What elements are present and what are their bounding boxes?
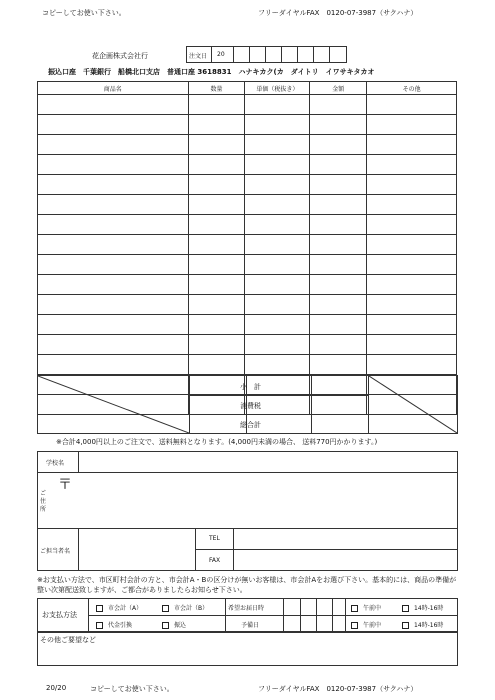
grand-total-label: 総合計 (240, 421, 261, 429)
qty-cell[interactable] (188, 315, 245, 335)
tax-label: 消費税 (240, 402, 261, 410)
fax-field[interactable] (235, 551, 455, 569)
scheduled-date-label: 予備日 (241, 622, 260, 629)
checkbox-icon[interactable] (96, 622, 103, 629)
customer-info (37, 451, 458, 571)
qty-cell[interactable] (188, 195, 245, 215)
unit-price-cell[interactable] (245, 195, 310, 215)
col-product: 商品名 (38, 82, 189, 95)
qty-cell[interactable] (188, 175, 245, 195)
qty-cell[interactable] (188, 135, 245, 155)
order-date-label: 注文日 (189, 53, 208, 60)
col-other: その他 (367, 82, 457, 95)
address-label: ご住所 (40, 490, 47, 513)
product-cell[interactable] (38, 115, 189, 135)
desired-am[interactable]: 午前中 (351, 603, 381, 612)
unit-price-cell[interactable] (245, 135, 310, 155)
unit-price-cell[interactable] (245, 155, 310, 175)
table-row (38, 95, 457, 115)
table-row (38, 175, 457, 195)
product-cell[interactable] (38, 355, 189, 375)
contact-label: ご担当者名 (40, 548, 71, 555)
product-cell[interactable] (38, 255, 189, 275)
qty-cell[interactable] (188, 95, 245, 115)
product-cell[interactable] (38, 295, 189, 315)
other-cell[interactable] (367, 335, 457, 355)
other-cell[interactable] (367, 235, 457, 255)
other-cell[interactable] (367, 255, 457, 275)
unit-price-cell[interactable] (245, 355, 310, 375)
qty-cell[interactable] (188, 355, 245, 375)
scheduled-pm[interactable]: 14時-16時 (402, 620, 443, 629)
amount-cell[interactable] (310, 275, 367, 295)
diagonal-strike-left (38, 376, 189, 433)
fax-number: フリーダイヤルFAX 0120-07-3987（サクハナ） (258, 9, 418, 17)
checkbox-icon[interactable] (351, 622, 358, 629)
tel-field[interactable] (235, 530, 455, 548)
amount-cell[interactable] (310, 295, 367, 315)
product-cell[interactable] (38, 175, 189, 195)
table-row (38, 275, 457, 295)
product-cell[interactable] (38, 135, 189, 155)
amount-cell[interactable] (310, 195, 367, 215)
school-label: 学校名 (46, 460, 65, 467)
bank-account: 振込口座 千葉銀行 船橋北口支店 普通口座 3618831 ハナキカク(カ ダイトリ イワサキタカオ (48, 68, 375, 76)
table-row (38, 215, 457, 235)
other-cell[interactable] (367, 135, 457, 155)
qty-cell[interactable] (188, 335, 245, 355)
qty-cell[interactable] (188, 255, 245, 275)
table-row (38, 235, 457, 255)
unit-price-cell[interactable] (245, 275, 310, 295)
amount-cell[interactable] (310, 135, 367, 155)
totals-section (37, 375, 458, 434)
amount-cell[interactable] (310, 255, 367, 275)
amount-cell[interactable] (310, 335, 367, 355)
other-cell[interactable] (367, 295, 457, 315)
other-cell[interactable] (367, 315, 457, 335)
table-row (38, 335, 457, 355)
desired-date-label: 希望お届日時 (228, 605, 265, 612)
amount-cell[interactable] (310, 95, 367, 115)
amount-cell[interactable] (310, 115, 367, 135)
other-cell[interactable] (367, 275, 457, 295)
other-cell[interactable] (367, 195, 457, 215)
address-field[interactable] (73, 476, 453, 524)
table-header (38, 82, 457, 95)
unit-price-cell[interactable] (245, 215, 310, 235)
fax-label: FAX (209, 557, 221, 564)
table-row (38, 355, 457, 375)
table-row (38, 295, 457, 315)
amount-cell[interactable] (310, 235, 367, 255)
items-table (37, 81, 457, 415)
other-cell[interactable] (367, 215, 457, 235)
option-cod[interactable]: 代金引換 (96, 620, 132, 629)
product-cell[interactable] (38, 155, 189, 175)
payment-section (37, 598, 458, 632)
product-cell[interactable] (38, 315, 189, 335)
col-qty: 数量 (188, 82, 245, 95)
scheduled-am[interactable]: 午前中 (351, 620, 381, 629)
school-field[interactable] (79, 453, 456, 471)
unit-price-cell[interactable] (245, 175, 310, 195)
unit-price-cell[interactable] (245, 115, 310, 135)
desired-pm[interactable]: 14時-16時 (402, 603, 443, 612)
footer-fax-number: フリーダイヤルFAX 0120-07-3987（サクハナ） (258, 685, 418, 693)
amount-cell[interactable] (310, 355, 367, 375)
amount-cell[interactable] (310, 315, 367, 335)
other-requests-label: その他ご要望など (40, 636, 96, 644)
amount-cell[interactable] (310, 175, 367, 195)
option-city-b[interactable]: 市会計（B） (162, 603, 208, 612)
option-transfer[interactable]: 振込 (162, 620, 186, 629)
product-cell[interactable] (38, 275, 189, 295)
other-cell[interactable] (367, 175, 457, 195)
product-cell[interactable] (38, 95, 189, 115)
tel-label: TEL (209, 535, 220, 542)
payment-method-label: お支払方法 (42, 611, 77, 619)
qty-cell[interactable] (188, 155, 245, 175)
payment-note: ※お支払い方法で、市区町村会計の方と、市会計A・Bの区分けが無いお客様は、市会計Aをお選び下さい。基本的には、商品の準備が整い次第配送致しますが、ご都合がありましたらお知らせ下さい。 (37, 576, 457, 594)
qty-cell[interactable] (188, 295, 245, 315)
option-city-a[interactable]: 市会計（A） (96, 603, 142, 612)
company-name: 花企画株式会社行 (92, 52, 148, 60)
table-row (38, 195, 457, 215)
col-amount: 金額 (310, 82, 367, 95)
copy-note: コピーしてお使い下さい。 (42, 9, 126, 17)
product-cell[interactable] (38, 335, 189, 355)
shipping-note: ※合計4,000円以上のご注文で、送料無料となります。(4,000円未満の場合、 送料770円かかります。) (56, 438, 378, 446)
product-cell[interactable] (38, 215, 189, 235)
amount-cell[interactable] (310, 215, 367, 235)
checkbox-icon[interactable] (162, 605, 169, 612)
product-cell[interactable] (38, 195, 189, 215)
other-cell[interactable] (367, 95, 457, 115)
footer-copy-note: コピーしてお使い下さい。 (90, 685, 174, 693)
unit-price-cell[interactable] (245, 295, 310, 315)
table-row (38, 135, 457, 155)
other-cell[interactable] (367, 155, 457, 175)
qty-cell[interactable] (188, 275, 245, 295)
order-date-box[interactable] (186, 46, 347, 63)
page-number: 20/20 (46, 684, 67, 692)
checkbox-icon[interactable] (402, 605, 409, 612)
qty-cell[interactable] (188, 235, 245, 255)
qty-cell[interactable] (188, 115, 245, 135)
col-unit-price: 単価（税抜き） (245, 82, 310, 95)
table-row (38, 255, 457, 275)
checkbox-icon[interactable] (351, 605, 358, 612)
diagonal-strike-right (369, 376, 457, 433)
unit-price-cell[interactable] (245, 255, 310, 275)
unit-price-cell[interactable] (245, 315, 310, 335)
other-cell[interactable] (367, 115, 457, 135)
order-year-prefix: 20 (217, 51, 225, 58)
table-row (38, 155, 457, 175)
unit-price-cell[interactable] (245, 235, 310, 255)
checkbox-icon[interactable] (162, 622, 169, 629)
amount-cell[interactable] (310, 155, 367, 175)
other-cell[interactable] (367, 355, 457, 375)
unit-price-cell[interactable] (245, 335, 310, 355)
checkbox-icon[interactable] (96, 605, 103, 612)
table-row (38, 315, 457, 335)
contact-field[interactable] (79, 530, 194, 568)
qty-cell[interactable] (188, 215, 245, 235)
postal-mark: 〒 (58, 477, 72, 493)
other-requests-box[interactable] (37, 632, 458, 666)
subtotal-label: 小 計 (240, 383, 261, 391)
checkbox-icon[interactable] (402, 622, 409, 629)
unit-price-cell[interactable] (245, 95, 310, 115)
product-cell[interactable] (38, 235, 189, 255)
table-row (38, 115, 457, 135)
